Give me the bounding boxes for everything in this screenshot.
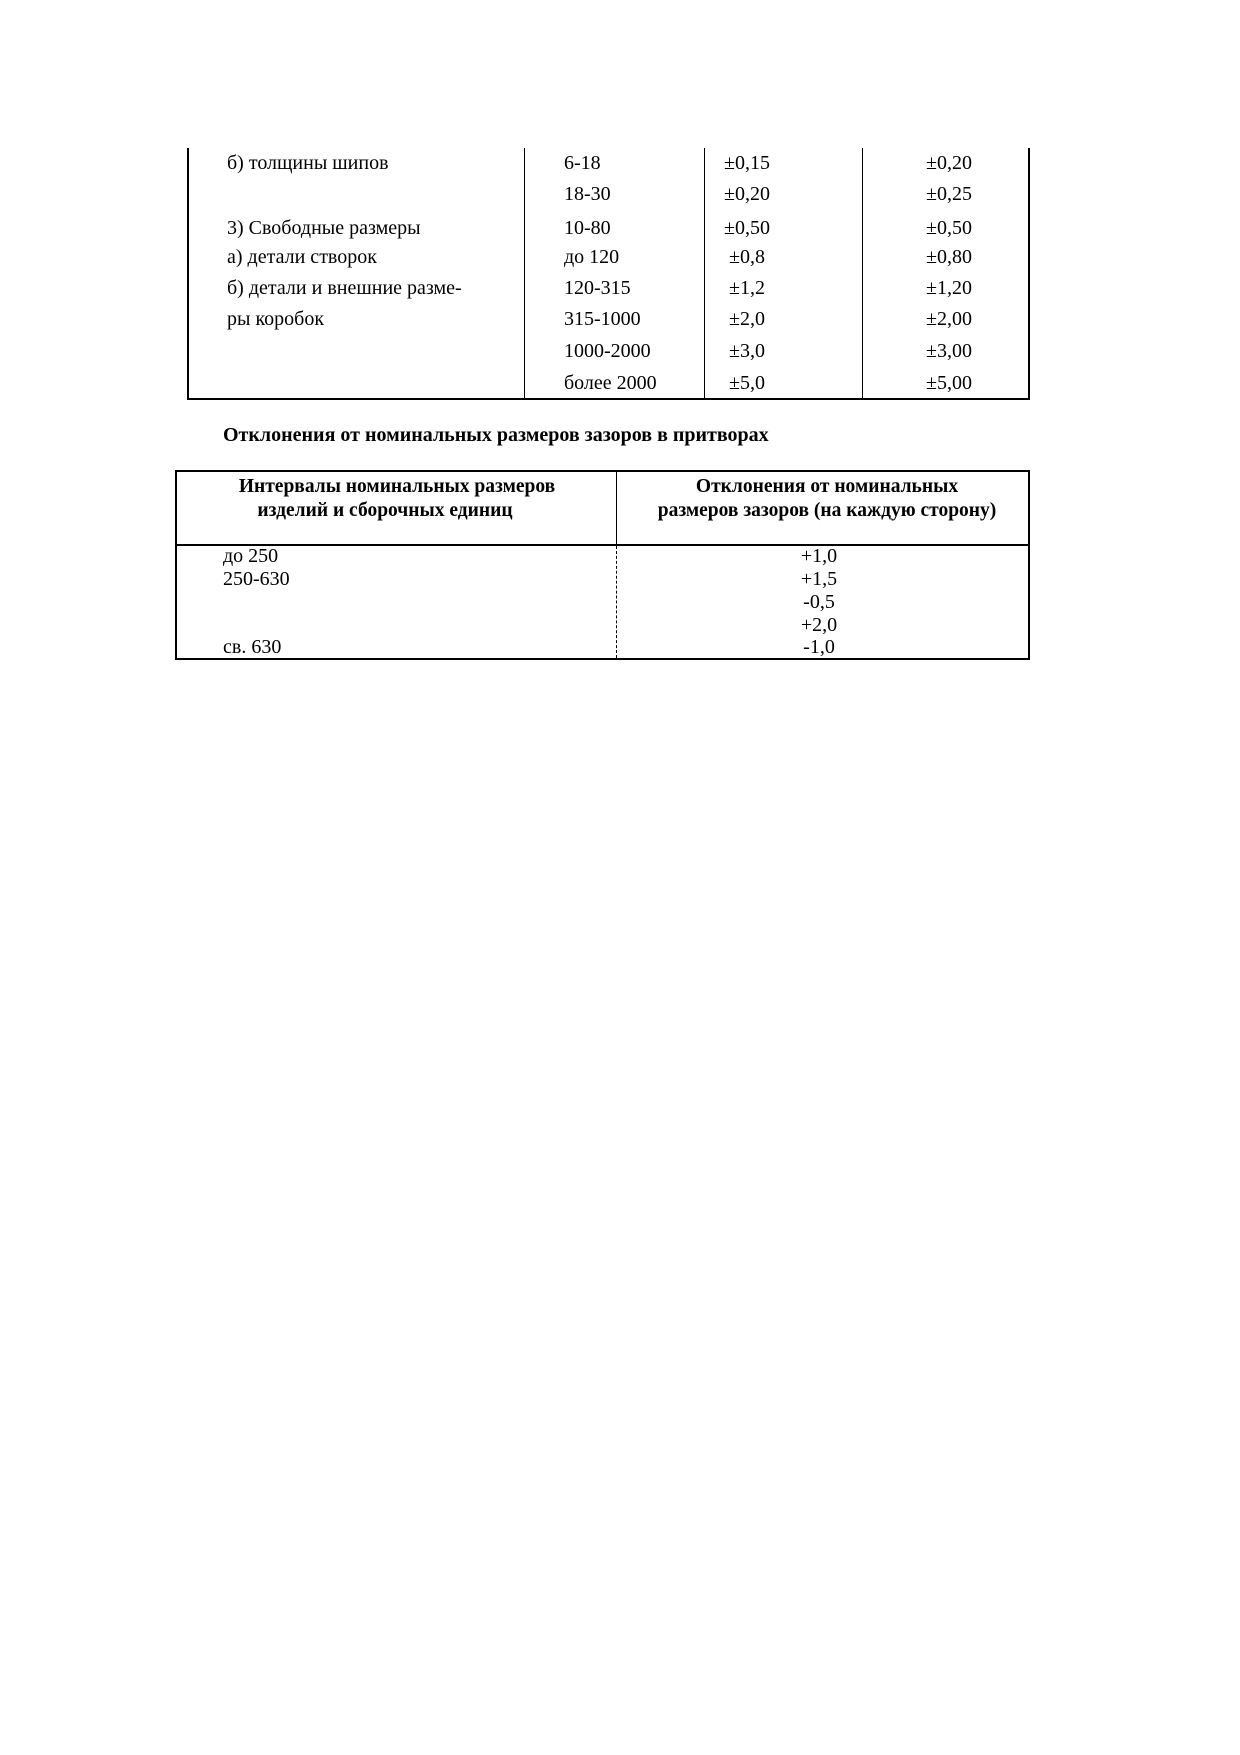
row-value-1: ±0,50 — [724, 217, 770, 239]
row-value-2: ±5,00 — [926, 372, 972, 394]
section-heading: Отклонения от номинальных размеров зазоров в притворах — [223, 424, 769, 446]
row-name: а) детали створок — [227, 246, 377, 268]
header-divider — [177, 544, 1028, 546]
row-interval: 10-80 — [564, 217, 611, 239]
row-value-2: ±2,00 — [926, 308, 972, 330]
row-name: б) детали и внешние разме- — [227, 277, 462, 299]
deviation-text: +1,0 — [800, 545, 838, 567]
interval-value: св. 630 — [223, 636, 282, 658]
deviation-text: +1,5 — [800, 568, 838, 590]
row-interval: 315-1000 — [564, 308, 641, 330]
row-interval: 18-30 — [564, 183, 611, 205]
header-deviations — [627, 475, 1027, 523]
column-divider — [616, 546, 617, 658]
row-value-2: ±0,50 — [926, 217, 972, 239]
row-value-2: ±3,00 — [926, 340, 972, 362]
row-interval: 120-315 — [564, 277, 631, 299]
row-name: 3) Свободные размеры — [227, 217, 421, 239]
deviation-text: +2,0 — [800, 614, 838, 636]
row-value-1: ±3,0 — [729, 340, 765, 362]
header-line: изделий и сборочных единиц — [257, 500, 513, 521]
row-value-1: ±0,20 — [724, 183, 770, 205]
header-intervals — [197, 475, 597, 523]
header-line: Отклонения от номинальных — [695, 476, 959, 497]
row-interval: до 120 — [564, 246, 620, 268]
row-value-1: ±0,15 — [724, 152, 770, 174]
row-value-2: ±0,80 — [926, 246, 972, 268]
deviation-text: -1,0 — [803, 636, 835, 658]
row-value-2: ±0,25 — [926, 183, 972, 205]
interval-value: до 250 — [223, 545, 279, 567]
gap-deviation-table — [175, 470, 1030, 660]
column-divider — [524, 148, 525, 398]
interval-value: 250-630 — [223, 568, 290, 590]
header-line: Интервалы номинальных размеров — [238, 476, 556, 497]
row-interval: 6-18 — [564, 152, 601, 174]
row-value-1: ±0,8 — [729, 246, 765, 268]
row-interval: более 2000 — [564, 372, 657, 394]
deviation-text: -0,5 — [803, 591, 835, 613]
row-value-2: ±0,20 — [926, 152, 972, 174]
row-interval: 1000-2000 — [564, 340, 651, 362]
row-name: ры коробок — [227, 308, 325, 330]
header-line: размеров зазоров (на каждую сторону) — [657, 500, 997, 521]
row-value-1: ±5,0 — [729, 372, 765, 394]
tolerance-table — [187, 148, 1030, 400]
column-divider — [616, 472, 617, 544]
row-value-1: ±2,0 — [729, 308, 765, 330]
row-name: б) толщины шипов — [227, 152, 389, 174]
row-value-1: ±1,2 — [729, 277, 765, 299]
row-value-2: ±1,20 — [926, 277, 972, 299]
